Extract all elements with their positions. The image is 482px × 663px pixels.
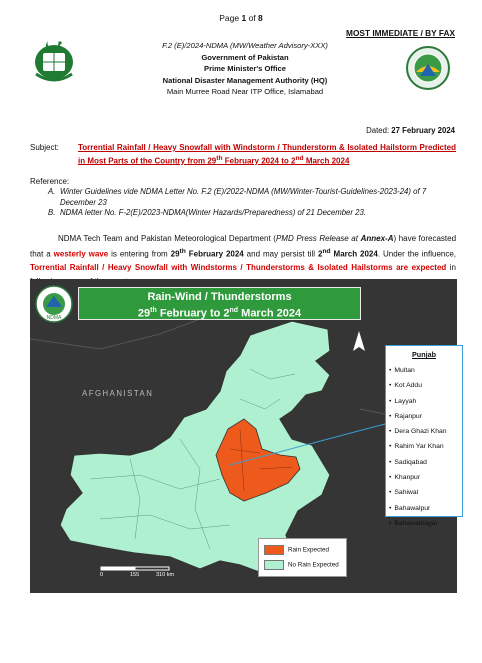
district-item: • Layyah [389, 394, 447, 409]
legend-item: No Rain Expected [264, 560, 339, 570]
letterhead-line: National Disaster Management Authority (HQ) [162, 75, 328, 85]
district-item: • Dera Ghazi Khan [389, 424, 447, 439]
letterhead-address: Main Murree Road Near ITP Office, Islamabad [166, 87, 324, 97]
priority-label: MOST IMMEDIATE / BY FAX [346, 28, 455, 38]
svg-text:NDMA: NDMA [46, 315, 62, 321]
government-emblem-icon [30, 36, 78, 86]
district-callout [385, 345, 463, 527]
district-item: • Rajanpur [389, 409, 447, 424]
district-item: • Multan [389, 363, 447, 378]
file-reference: F.2 (E)/2024-NDMA (MW/Weather Advisory-XXX) [162, 41, 328, 50]
ndma-map-logo-icon [35, 285, 73, 323]
district-item: • Sadiqabad [389, 455, 447, 470]
district-item: • Bahawalpur [389, 501, 447, 516]
reference-item: B. NDMA letter No. F-2(E)/2023-NDMA(Winter Hazards/Preparedness) of 21 December 23. [48, 208, 366, 217]
map-legend [258, 538, 347, 577]
north-arrow-icon [352, 331, 366, 353]
district-item: • Rahim Yar Khan [389, 439, 447, 454]
map-date-range: 29th February to 2nd March 2024 [137, 307, 302, 320]
district-list [389, 363, 447, 531]
district-item: • Kot Addu [389, 378, 447, 393]
country-label: AFGHANISTAN [82, 389, 154, 398]
reference-item: A. Winter Guidelines vide NDMA Letter No. F.2 (E)/2022-NDMA (MW/Winter-Tourist-Guidelines-2023-24) of 7 December 23 [48, 187, 427, 207]
district-item: • Sahiwal [389, 485, 447, 500]
map-title-line: Rain-Wind / Thunderstorms [147, 291, 292, 303]
letterhead-line: Prime Minister's Office [204, 64, 286, 74]
subject-label: Subject: [30, 143, 59, 152]
subject-block [30, 143, 456, 167]
body-paragraph: NDMA Tech Team and Pakistan Meteorological Department (PMD Press Release at Annex-A) have forecasted that a westerly wave is entering from 29th February 2024 and may persist till 2nd March 2024. Under the influence, Torrential Rainfall / Heavy Snowfall with Windstorms / Thunderstorms & Isolated Hailstorms are expected in [30, 234, 457, 273]
district-item: • Bahawalnagar [389, 516, 447, 531]
subject-text: Torrential Rainfall / Heavy Snowfall with Windstorm / Thunderstorm & Isolated Hailstorm Predicted in Most Parts of the Country from 29th February 2024 to 2nd March 2024 [78, 143, 456, 166]
page-number: Page 1 of 8 [219, 13, 263, 23]
ndma-logo-icon [406, 46, 450, 90]
province-heading: Punjab [412, 350, 436, 359]
reference-list [48, 187, 458, 219]
map-title-banner [78, 287, 361, 320]
legend-swatch [264, 560, 284, 570]
north-arrow [352, 331, 366, 358]
legend-swatch [264, 545, 284, 555]
letterhead [95, 40, 395, 98]
district-item: • Khanpur [389, 470, 447, 485]
letterhead-line: Government of Pakistan [201, 52, 289, 62]
reference-heading: Reference: [30, 177, 70, 186]
dated-line: Dated: 27 February 2024 [366, 126, 455, 135]
legend-item: Rain Expected [264, 545, 329, 555]
scale-bar: 0 155 310 km [100, 566, 170, 572]
